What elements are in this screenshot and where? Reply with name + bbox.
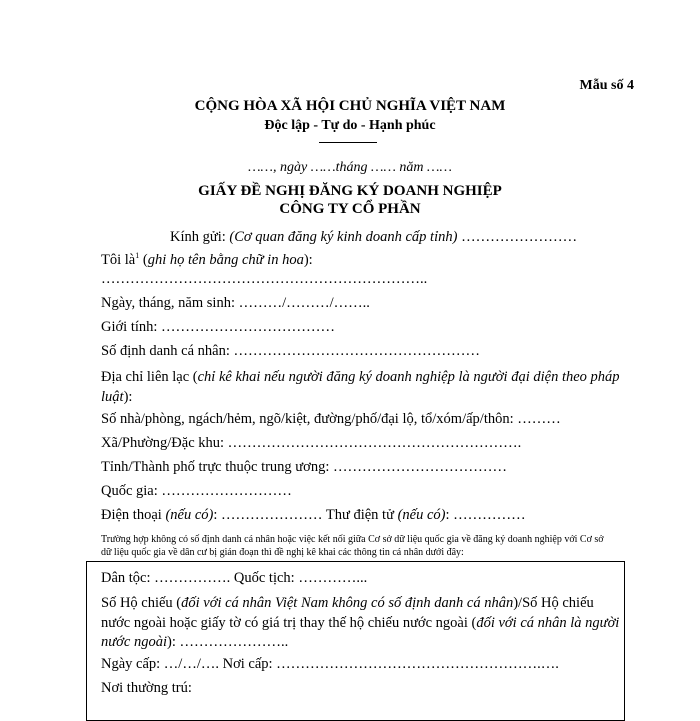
contact-close: ): — [123, 389, 133, 405]
recipient-line — [170, 229, 577, 246]
recipient-label: Kính gửi: — [170, 229, 230, 245]
toi-la-line: Tôi $là^1$ (ghi họ tên bằng chữ in hoa): — [101, 251, 313, 268]
country-field: Quốc gia: ……………………… — [101, 483, 292, 499]
ward-field: Xã/Phường/Đặc khu: ……………………………………………………. — [101, 435, 522, 451]
residence-field: Nơi thường trú: — [101, 680, 192, 696]
document-title: GIẤY ĐỀ NGHỊ ĐĂNG KÝ DOANH NGHIỆP — [198, 183, 502, 199]
dob-field: Ngày, tháng, năm sinh: ………/………/…….. — [101, 295, 370, 311]
motto-underline — [319, 142, 377, 143]
passport-text-2: )/Số Hộ chiếu nước ngoài hoặc giấy tờ có giá trị thay thế hộ chiếu nước ngoài ( — [101, 595, 594, 631]
form-number: Mẫu số 4 — [579, 78, 634, 93]
toi-la-dots: ………………………………………………………….. — [101, 271, 428, 287]
issue-date-place-field: Ngày cấp: …/…/…. Nơi cấp: ……………………………………………….…. — [101, 656, 559, 672]
passport-text-1: Số Hộ chiếu ( — [101, 595, 182, 611]
motto: Độc lập - Tự do - Hạnh phúc — [264, 118, 436, 133]
ethnicity-nationality-field: Dân tộc: ……………. Quốc tịch: …………... — [101, 570, 368, 586]
date-line: ……, ngày ……tháng …… năm …… — [248, 160, 452, 175]
recipient-dots: …………………… — [457, 229, 578, 245]
passport-hint-1: đối với cá nhân Việt Nam không có số định danh cá nhân — [181, 595, 514, 611]
email-dots: : …………… — [445, 507, 526, 523]
toi-la-label: Tôi là — [101, 251, 136, 268]
contact-address-heading — [101, 367, 621, 407]
national-title: CỘNG HÒA XÃ HỘI CHỦ NGHĨA VIỆT NAM — [194, 98, 506, 114]
id-number-field: Số định danh cá nhân: …………………………………………… — [101, 343, 480, 359]
phone-hint: (nếu có) — [165, 507, 214, 523]
email-hint: (nếu có) — [397, 507, 446, 523]
footnote-marker: 1 — [135, 251, 140, 260]
contact-label: Địa chỉ liên lạc ( — [101, 369, 198, 385]
contact-hint: chỉ kê khai nếu người đăng ký doanh nghiệp là người đại diện theo pháp luật — [101, 369, 620, 405]
passport-text-3: ): ………………….. — [167, 634, 289, 650]
email-label: Thư điện tử — [325, 507, 398, 523]
recipient-value: (Cơ quan đăng ký kinh doanh cấp tỉnh) — [229, 229, 458, 245]
phone-label: Điện thoại — [101, 507, 166, 523]
phone-email-line — [101, 507, 526, 524]
company-type-title: CÔNG TY CỔ PHẦN — [279, 201, 421, 217]
province-field: Tỉnh/Thành phố trực thuộc trung ương: ……………………………… — [101, 459, 507, 475]
phone-dots: : ………………… — [213, 507, 326, 523]
passport-field — [101, 594, 621, 653]
personal-info-note: Trường hợp không có số định danh cá nhân hoặc việc kết nối giữa Cơ sở dữ liệu quốc gia về đăng ký doanh nghiệp với Cơ sở dữ liệu quốc gia về dân cư bị gián đoạn thì đề nghị kê khai các thông tin cá nhân dưới đây: — [101, 534, 604, 558]
gender-field: Giới tính: ……………………………… — [101, 319, 336, 335]
house-field: Số nhà/phòng, ngách/hẻm, ngõ/kiệt, đường/phố/đại lộ, tổ/xóm/ấp/thôn: ……… — [101, 411, 561, 427]
toi-la-hint: ghi họ tên bằng chữ in hoa — [147, 251, 304, 268]
passport-hint-2: đối với cá nhân là người nước ngoài — [101, 614, 620, 650]
